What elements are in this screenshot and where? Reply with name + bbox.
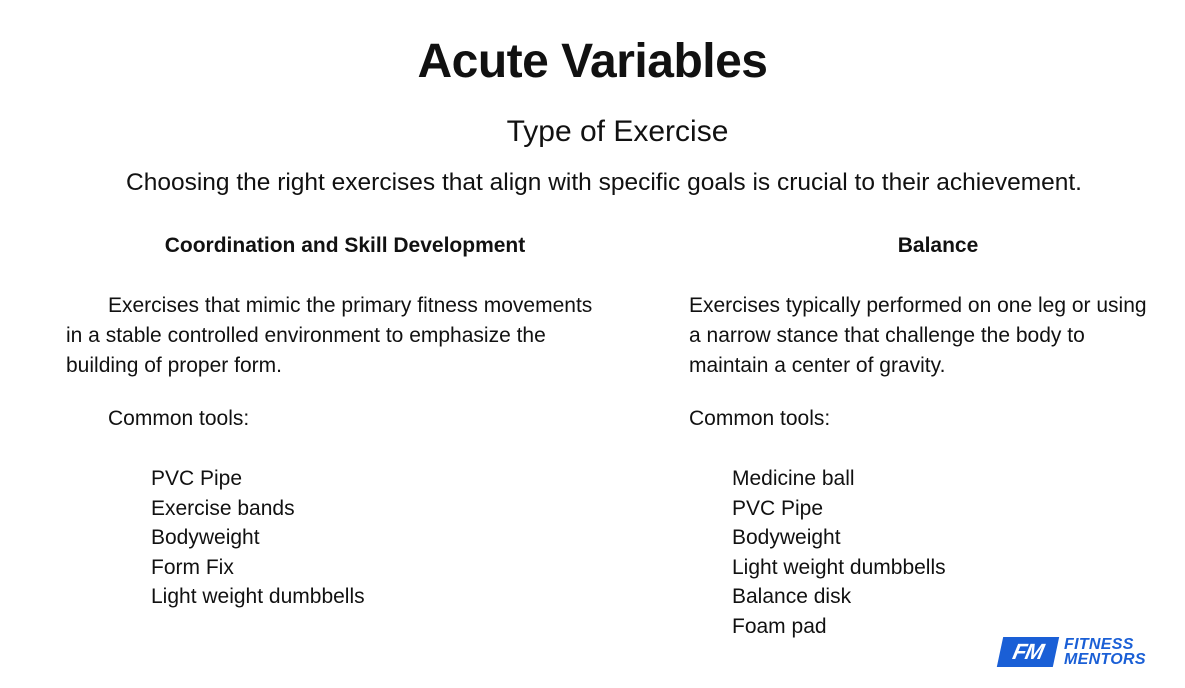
right-tools-list	[732, 464, 946, 641]
tool-item: Bodyweight	[151, 526, 260, 549]
logo-line-2: MENTORS	[1064, 651, 1146, 668]
left-tools-list	[151, 464, 365, 612]
left-column-heading: Coordination and Skill Development	[164, 234, 526, 257]
tool-item: Light weight dumbbells	[732, 555, 946, 579]
logo-line-1: FITNESS	[1064, 636, 1134, 653]
logo-wordmark	[1064, 637, 1146, 667]
left-column-description: Exercises that mimic the primary fitness movements in a stable controlled environment to emphasize the building of proper form.	[66, 294, 593, 377]
tool-item: Foam pad	[732, 614, 827, 638]
tool-item: Bodyweight	[732, 526, 841, 549]
right-column-heading: Balance	[897, 234, 979, 257]
intro-text: Choosing the right exercises that align with specific goals is crucial to their achievement.	[126, 169, 1082, 196]
logo-mark: FM	[997, 637, 1059, 667]
tool-item: PVC Pipe	[732, 496, 824, 520]
page-subtitle: Type of Exercise	[506, 115, 729, 148]
tool-item: Light weight dumbbells	[151, 585, 365, 608]
fitness-mentors-logo	[1000, 635, 1146, 669]
page-title: Acute Variables	[417, 35, 768, 88]
tool-item: PVC Pipe	[151, 467, 243, 490]
left-tools-label: Common tools:	[108, 407, 250, 430]
tool-item: Medicine ball	[732, 467, 855, 490]
right-column-description: Exercises typically performed on one leg or using a narrow stance that challenge the body to maintain a center of gravity.	[689, 294, 1147, 377]
tool-item: Form Fix	[151, 555, 234, 579]
tool-item: Exercise bands	[151, 496, 295, 520]
tool-item: Balance disk	[732, 585, 852, 608]
right-tools-label: Common tools:	[689, 407, 831, 430]
